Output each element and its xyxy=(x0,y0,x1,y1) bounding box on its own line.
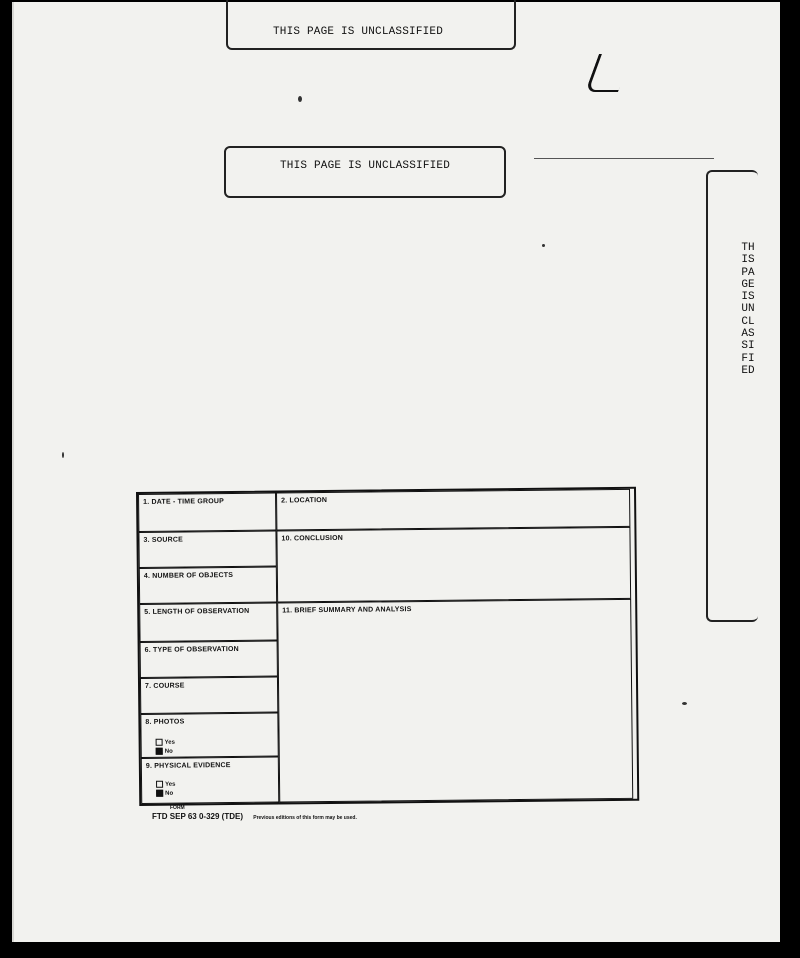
field-label: 2. LOCATION xyxy=(281,496,328,505)
field-brief-summary xyxy=(277,599,633,803)
top-stamp-frame xyxy=(226,0,516,50)
field-location xyxy=(276,489,630,531)
photos-yes-option[interactable]: Yes xyxy=(156,739,175,746)
photos-no-option[interactable]: No xyxy=(156,748,173,755)
field-type-of-observation xyxy=(140,641,278,678)
field-source xyxy=(138,531,276,568)
middle-unclassified-stamp: THIS PAGE IS UNCLASSIFIED xyxy=(280,160,451,172)
physical-no-option[interactable]: No xyxy=(156,790,173,797)
form-footer xyxy=(152,805,357,821)
field-photos xyxy=(140,713,278,758)
scan-speck xyxy=(682,702,687,705)
footer-form-word: FORM xyxy=(170,805,185,811)
field-label: 8. PHOTOS xyxy=(145,718,185,726)
side-stamp-frame xyxy=(706,170,762,622)
scan-speck xyxy=(298,96,302,102)
physical-yes-option[interactable]: Yes xyxy=(156,781,175,788)
top-unclassified-stamp: THIS PAGE IS UNCLASSIFIED xyxy=(273,26,444,38)
field-label: 5. LENGTH OF OBSERVATION xyxy=(144,607,250,616)
field-label: 11. BRIEF SUMMARY AND ANALYSIS xyxy=(282,606,412,615)
side-unclassified-stamp: THIS PAGE IS UNCLASSIFIED xyxy=(741,242,762,377)
ufo-report-form xyxy=(136,487,639,806)
field-label: 6. TYPE OF OBSERVATION xyxy=(144,645,239,654)
field-label: 3. SOURCE xyxy=(143,536,184,544)
checkbox-empty-icon xyxy=(156,739,163,746)
scan-line xyxy=(534,158,714,159)
field-date-time-group xyxy=(138,493,276,532)
footer-note: Previous editions of this form may be used. xyxy=(253,815,357,821)
checkbox-checked-icon xyxy=(156,790,163,797)
field-label: 4. NUMBER OF OBJECTS xyxy=(143,571,234,580)
field-length-of-observation xyxy=(139,603,277,642)
field-label: 7. COURSE xyxy=(144,682,185,690)
field-number-of-objects xyxy=(139,567,277,604)
field-label: 1. DATE - TIME GROUP xyxy=(143,498,225,506)
middle-stamp-frame xyxy=(224,146,506,198)
checkbox-checked-icon xyxy=(156,748,163,755)
scan-speck xyxy=(542,244,545,247)
scan-mark xyxy=(585,54,632,92)
field-label: 9. PHYSICAL EVIDENCE xyxy=(145,762,231,770)
field-course xyxy=(140,677,278,714)
footer-form-code: FTD SEP 63 0-329 (TDE) xyxy=(152,812,243,821)
field-conclusion xyxy=(276,527,631,603)
field-label: 10. CONCLUSION xyxy=(281,534,344,543)
field-physical-evidence xyxy=(141,757,279,804)
checkbox-empty-icon xyxy=(156,781,163,788)
scan-speck xyxy=(62,452,64,458)
